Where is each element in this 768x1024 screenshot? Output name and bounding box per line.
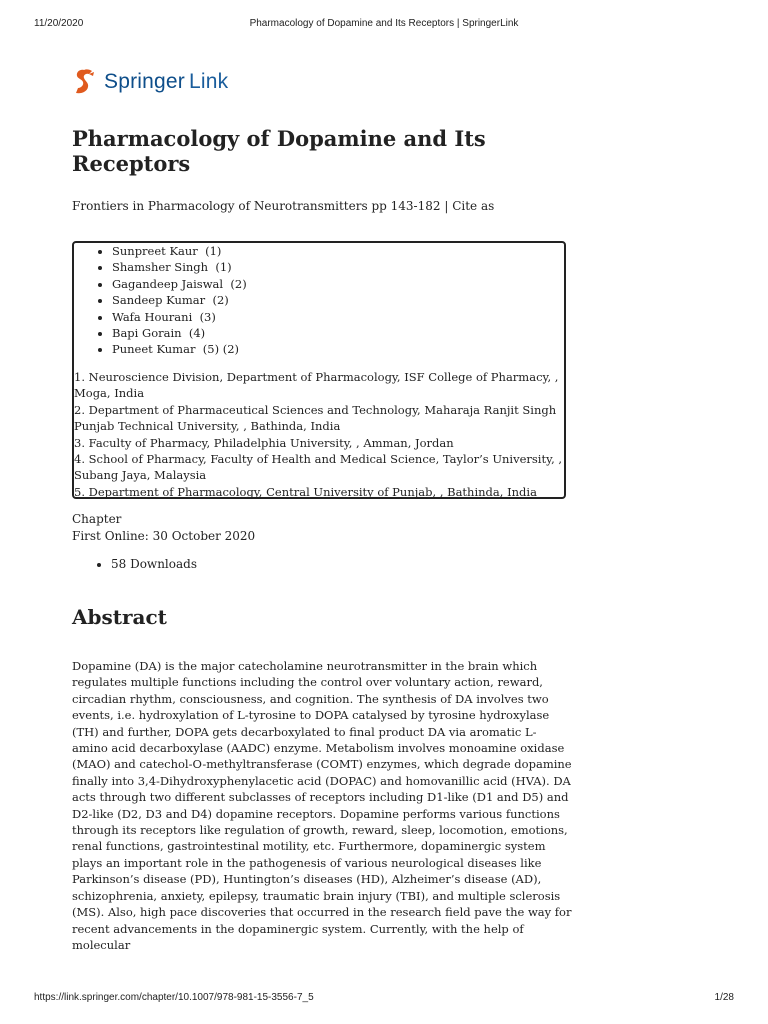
citation-separator: | (444, 199, 449, 213)
author-refs: (2) (230, 276, 247, 291)
authors-affiliations-box (72, 241, 566, 499)
author-item[interactable] (112, 276, 247, 292)
author-item[interactable] (112, 309, 247, 325)
page-range: pp 143-182 (371, 199, 441, 213)
affiliation-item: 4. School of Pharmacy, Faculty of Health and Medical Science, Taylor’s University, , Subang Jaya, Malaysia (74, 452, 563, 483)
affiliation-item: 3. Faculty of Pharmacy, Philadelphia University, , Amman, Jordan (74, 435, 454, 450)
first-online-date: First Online: 30 October 2020 (72, 528, 256, 543)
content-type: Chapter (72, 512, 122, 526)
downloads-count: • 58 Downloads (111, 556, 197, 573)
author-refs: (1) (215, 260, 232, 275)
print-date: 11/20/2020 (34, 18, 84, 29)
logo-wordmark (104, 70, 228, 94)
author-name[interactable]: Shamsher Singh (112, 260, 209, 275)
affiliation-list (74, 369, 566, 499)
springerlink-logo[interactable] (72, 66, 228, 98)
author-item[interactable] (112, 325, 247, 341)
logo-product: Link (188, 70, 229, 93)
author-name[interactable]: Gagandeep Jaiswal (112, 276, 224, 291)
chapter-meta (72, 511, 255, 544)
chapter-title: Pharmacology of Dopamine and Its Receptors (72, 126, 486, 176)
author-item[interactable] (112, 341, 247, 357)
author-name[interactable]: Bapi Gorain (112, 326, 182, 341)
author-refs: (2) (212, 293, 229, 308)
print-page-counter: 1/28 (714, 992, 734, 1003)
springer-horse-icon (72, 67, 98, 97)
abstract-heading: Abstract (72, 605, 167, 629)
author-refs: (1) (205, 244, 222, 258)
affiliation-item: 2. Department of Pharmaceutical Sciences and Technology, Maharaja Ranjit Singh Punjab Technical University, , Bathinda, India (74, 402, 557, 434)
metrics-list (72, 556, 197, 573)
affiliation-item: 5. Department of Pharmacology, Central University of Punjab, , Bathinda, India (74, 484, 537, 499)
author-refs: (4) (188, 326, 206, 341)
author-refs: (3) (199, 309, 216, 324)
cite-as-link[interactable]: Cite as (452, 199, 495, 213)
author-list (112, 243, 247, 358)
author-name[interactable]: Wafa Hourani (112, 309, 193, 324)
print-page-title: Pharmacology of Dopamine and Its Receptors | SpringerLink (249, 18, 519, 29)
print-url: https://link.springer.com/chapter/10.1007/978-981-15-3556-7_5 (34, 992, 314, 1003)
book-citation-line (72, 199, 494, 213)
author-item[interactable] (112, 243, 247, 259)
abstract-text: Dopamine (DA) is the major catecholamine neurotransmitter in the brain which regulates multiple functions including the control over voluntary action, reward, circadian rhythm, consciousness, and cognition. The synthesis of DA involves two events, i.e. hydroxylation of L-tyrosine to DOPA catalysed by tyrosine hydroxylase (TH) and further, DOPA gets decarboxylated to final product DA via aromatic L-amino acid decarboxylase (AADC) enzyme. Metabolism involves monoamine oxidase (MAO) and catechol-O-methyltransferase (COMT) enzymes, which degrade dopamine finally into 3,4-Dihydroxyphenylacetic acid (DOPAC) and homovanillic acid (HVA). DA acts through two different subclasses of receptors including D1-like (D1 and D5) and D2-like (D2, D3 and D4) dopamine receptors. Dopamine performs various functions through its receptors like regulation of growth, reward, sleep, locomotion, emotions, renal functions, gastrointestinal motility, etc. Furthermore, dopaminergic system plays an important role in the pathogenesis of various neurological diseases like Parkinson’s disease (PD), Huntington’s diseases (HD), Alzheimer’s disease (AD), schizophrenia, anxiety, epilepsy, traumatic brain injury (TBI), and multiple sclerosis (MS). Also, high pace discoveries that occurred in the research field pave the way for recent advancements in the dopaminergic system. Currently, with the help of molecular (72, 659, 572, 952)
author-item[interactable] (112, 259, 247, 275)
author-item[interactable] (112, 292, 247, 308)
author-refs: (5) (2) (202, 342, 240, 357)
affiliation-item: 1. Neuroscience Division, Department of Pharmacology, ISF College of Pharmacy, , Moga, India (74, 370, 559, 401)
author-name[interactable]: Sunpreet Kaur (112, 244, 198, 258)
author-name[interactable]: Puneet Kumar (112, 342, 196, 357)
book-title-link[interactable]: Frontiers in Pharmacology of Neurotransmitters (72, 199, 368, 213)
logo-brand: Springer (104, 70, 185, 93)
author-name[interactable]: Sandeep Kumar (112, 293, 206, 308)
